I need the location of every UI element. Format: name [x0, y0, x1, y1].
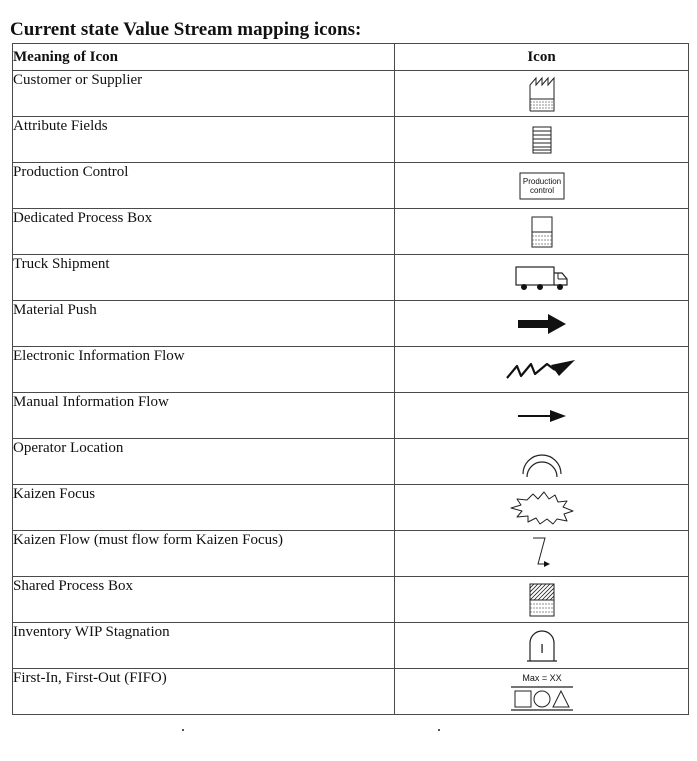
attribute-fields-icon — [531, 125, 553, 155]
column-header-icon: Icon — [395, 44, 689, 71]
fifo-lane-icon — [507, 671, 577, 713]
row-meaning-fifo: First-In, First-Out (FIFO) — [13, 669, 395, 715]
icon-cell — [395, 485, 689, 531]
row-meaning-kaizen-focus: Kaizen Focus — [13, 485, 395, 531]
row-meaning-electronic-information-flow: Electronic Information Flow — [13, 347, 395, 393]
table-row — [13, 393, 689, 439]
table-row — [13, 163, 689, 209]
icon-cell — [395, 623, 689, 669]
inventory-wip-icon — [526, 627, 558, 665]
icon-cell — [395, 669, 689, 715]
icon-cell — [395, 577, 689, 623]
table-row — [13, 669, 689, 715]
row-meaning-operator-location: Operator Location — [13, 439, 395, 485]
table-row — [13, 577, 689, 623]
row-meaning-dedicated-process-box: Dedicated Process Box — [13, 209, 395, 255]
kaizen-burst-icon — [507, 490, 577, 526]
icon-cell — [395, 209, 689, 255]
column-header-meaning: Meaning of Icon — [13, 44, 395, 71]
icon-cell — [395, 531, 689, 577]
table-row — [13, 301, 689, 347]
row-meaning-production-control: Production Control — [13, 163, 395, 209]
icon-cell — [395, 301, 689, 347]
table-row — [13, 439, 689, 485]
icon-cell — [395, 117, 689, 163]
row-meaning-shared-process-box: Shared Process Box — [13, 577, 395, 623]
stray-dot-mark — [438, 729, 440, 731]
table-row — [13, 71, 689, 117]
row-meaning-kaizen-flow: Kaizen Flow (must flow form Kaizen Focus) — [13, 531, 395, 577]
row-meaning-material-push: Material Push — [13, 301, 395, 347]
icon-cell — [395, 393, 689, 439]
row-meaning-manual-information-flow: Manual Information Flow — [13, 393, 395, 439]
table-row — [13, 209, 689, 255]
document-title: Current state Value Stream mapping icons: — [10, 19, 362, 40]
table-row — [13, 117, 689, 163]
table-header-row — [13, 44, 689, 71]
material-push-arrow-icon — [514, 312, 570, 336]
production-control-icon — [518, 171, 566, 201]
table-row — [13, 485, 689, 531]
inventory-mark-label: I — [539, 640, 544, 656]
icon-cell — [395, 347, 689, 393]
stray-dot-mark — [182, 729, 184, 731]
production-control-label-1: Production — [522, 176, 561, 186]
row-meaning-customer-supplier: Customer or Supplier — [13, 71, 395, 117]
production-control-label-2: control — [529, 185, 554, 195]
fifo-max-label: Max = XX — [521, 672, 562, 683]
row-meaning-inventory-wip: Inventory WIP Stagnation — [13, 623, 395, 669]
shared-process-box-icon — [528, 582, 556, 618]
icon-cell — [395, 71, 689, 117]
table-row — [13, 531, 689, 577]
icon-cell — [395, 163, 689, 209]
vsm-icon-table — [12, 43, 689, 715]
kaizen-flow-arrow-icon — [527, 534, 557, 574]
customer-supplier-factory-icon — [527, 75, 557, 113]
dedicated-process-box-icon — [530, 215, 554, 249]
table-row — [13, 623, 689, 669]
electronic-information-flow-icon — [503, 356, 581, 384]
row-meaning-attribute-fields: Attribute Fields — [13, 117, 395, 163]
row-meaning-truck-shipment: Truck Shipment — [13, 255, 395, 301]
truck-shipment-icon — [512, 263, 572, 293]
table-row — [13, 255, 689, 301]
table-row — [13, 347, 689, 393]
icon-cell — [395, 255, 689, 301]
operator-location-icon — [519, 444, 565, 480]
icon-cell — [395, 439, 689, 485]
manual-information-flow-arrow-icon — [514, 406, 570, 426]
